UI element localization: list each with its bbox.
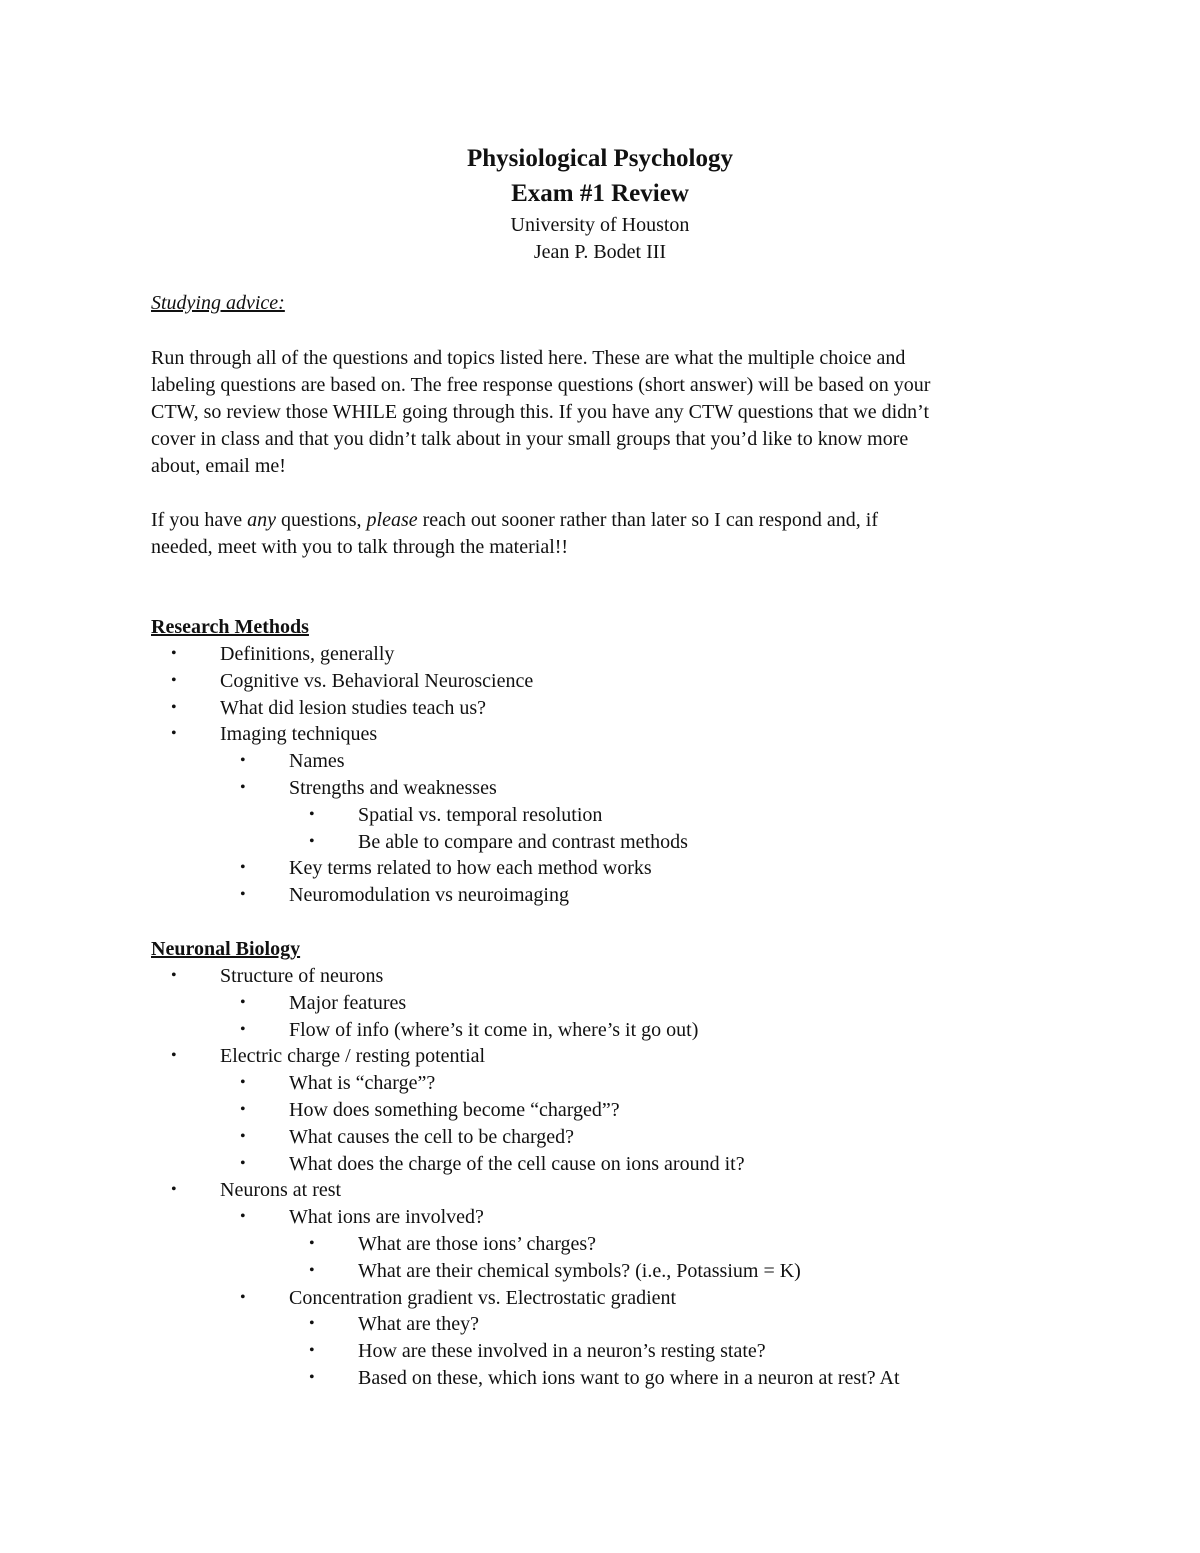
- bullet: •: [240, 1288, 246, 1306]
- list-item: • Structure of neurons: [151, 963, 1101, 990]
- bullet: •: [240, 1208, 246, 1226]
- list-item: • How are these involved in a neuron’s resting state?: [151, 1338, 1101, 1365]
- bullet: •: [309, 1234, 315, 1252]
- list-item: • Be able to compare and contrast methods: [151, 829, 1101, 856]
- bullet: •: [240, 1020, 246, 1038]
- list-item: • What causes the cell to be charged?: [151, 1124, 1101, 1151]
- advice-line: cover in class and that you didn’t talk about in your small groups that you’d like to know more: [151, 428, 909, 450]
- bullet: •: [309, 832, 315, 850]
- bullet: •: [240, 1127, 246, 1145]
- institution: University of Houston: [510, 214, 690, 236]
- text-run: questions,: [275, 509, 367, 531]
- bullet: •: [171, 725, 177, 743]
- emphasis-please: please: [366, 509, 418, 531]
- bullet: •: [309, 1315, 315, 1333]
- bullet: •: [240, 886, 246, 904]
- list-item: • What are they?: [151, 1311, 1101, 1338]
- list-item: • Names: [151, 748, 1101, 775]
- author: Jean P. Bodet III: [533, 241, 667, 263]
- advice-paragraph-1: [151, 345, 1051, 480]
- bullet: •: [240, 1154, 246, 1172]
- list-item: • What did lesion studies teach us?: [151, 695, 1101, 722]
- list-item: • Flow of info (where’s it come in, where’s it go out): [151, 1017, 1101, 1044]
- document-subtitle: Exam #1 Review: [511, 180, 689, 207]
- list-item: • Cognitive vs. Behavioral Neuroscience: [151, 668, 1101, 695]
- section-heading-research-methods: Research Methods: [151, 616, 309, 638]
- bullet: •: [309, 805, 315, 823]
- emphasis-any: any: [247, 509, 276, 531]
- list-item: • Based on these, which ions want to go where in a neuron at rest? At: [151, 1365, 1101, 1392]
- bullet: •: [240, 778, 246, 796]
- advice-line: about, email me!: [151, 455, 286, 477]
- bullet: •: [309, 1261, 315, 1279]
- research-methods-list: [151, 641, 1101, 909]
- advice-paragraph-2: [151, 507, 1051, 561]
- list-item: • Imaging techniques: [151, 721, 1101, 748]
- list-item: • What is “charge”?: [151, 1070, 1101, 1097]
- list-item: • Electric charge / resting potential: [151, 1043, 1101, 1070]
- bullet: •: [171, 645, 177, 662]
- bullet: •: [240, 993, 246, 1011]
- list-item: • Concentration gradient vs. Electrostatic gradient: [151, 1285, 1101, 1312]
- bullet: •: [171, 967, 177, 984]
- bullet: •: [171, 1047, 177, 1065]
- list-item: • How does something become “charged”?: [151, 1097, 1101, 1124]
- bullet: •: [309, 1368, 315, 1386]
- bullet: •: [171, 671, 177, 689]
- bullet: •: [240, 752, 246, 770]
- advice-line: CTW, so review those WHILE going through this. If you have any CTW questions that we didn’t: [151, 401, 930, 423]
- advice-line: [151, 507, 1051, 534]
- list-item: • Key terms related to how each method works: [151, 855, 1101, 882]
- bullet: •: [171, 1181, 177, 1199]
- advice-line: labeling questions are based on. The free response questions (short answer) will be based on your: [151, 374, 931, 396]
- list-item: • Neurons at rest: [151, 1177, 1101, 1204]
- text-run: reach out sooner rather than later so I can respond and, if: [417, 509, 878, 531]
- bullet: •: [171, 698, 177, 716]
- text-run: If you have: [151, 509, 248, 531]
- list-item: • Neuromodulation vs neuroimaging: [151, 882, 1101, 909]
- list-item: • Spatial vs. temporal resolution: [151, 802, 1101, 829]
- advice-line: needed, meet with you to talk through the material!!: [151, 536, 569, 558]
- neuronal-biology-list: [151, 963, 1101, 1392]
- bullet: •: [240, 1074, 246, 1092]
- bullet: •: [240, 1100, 246, 1118]
- list-item: • Major features: [151, 990, 1101, 1017]
- list-item: • What are their chemical symbols? (i.e., Potassium = K): [151, 1258, 1101, 1285]
- bullet: •: [309, 1342, 315, 1360]
- list-item: • What are those ions’ charges?: [151, 1231, 1101, 1258]
- advice-line: Run through all of the questions and topics listed here. These are what the multiple choice and: [151, 347, 906, 369]
- list-item: • What does the charge of the cell cause on ions around it?: [151, 1151, 1101, 1178]
- list-item: • What ions are involved?: [151, 1204, 1101, 1231]
- list-item: • Strengths and weaknesses: [151, 775, 1101, 802]
- list-item: • Definitions, generally: [151, 641, 1101, 668]
- section-heading-neuronal-biology: Neuronal Biology: [151, 938, 301, 960]
- advice-heading: Studying advice:: [151, 292, 285, 314]
- bullet: •: [240, 859, 246, 877]
- document-title: Physiological Psychology: [467, 145, 733, 172]
